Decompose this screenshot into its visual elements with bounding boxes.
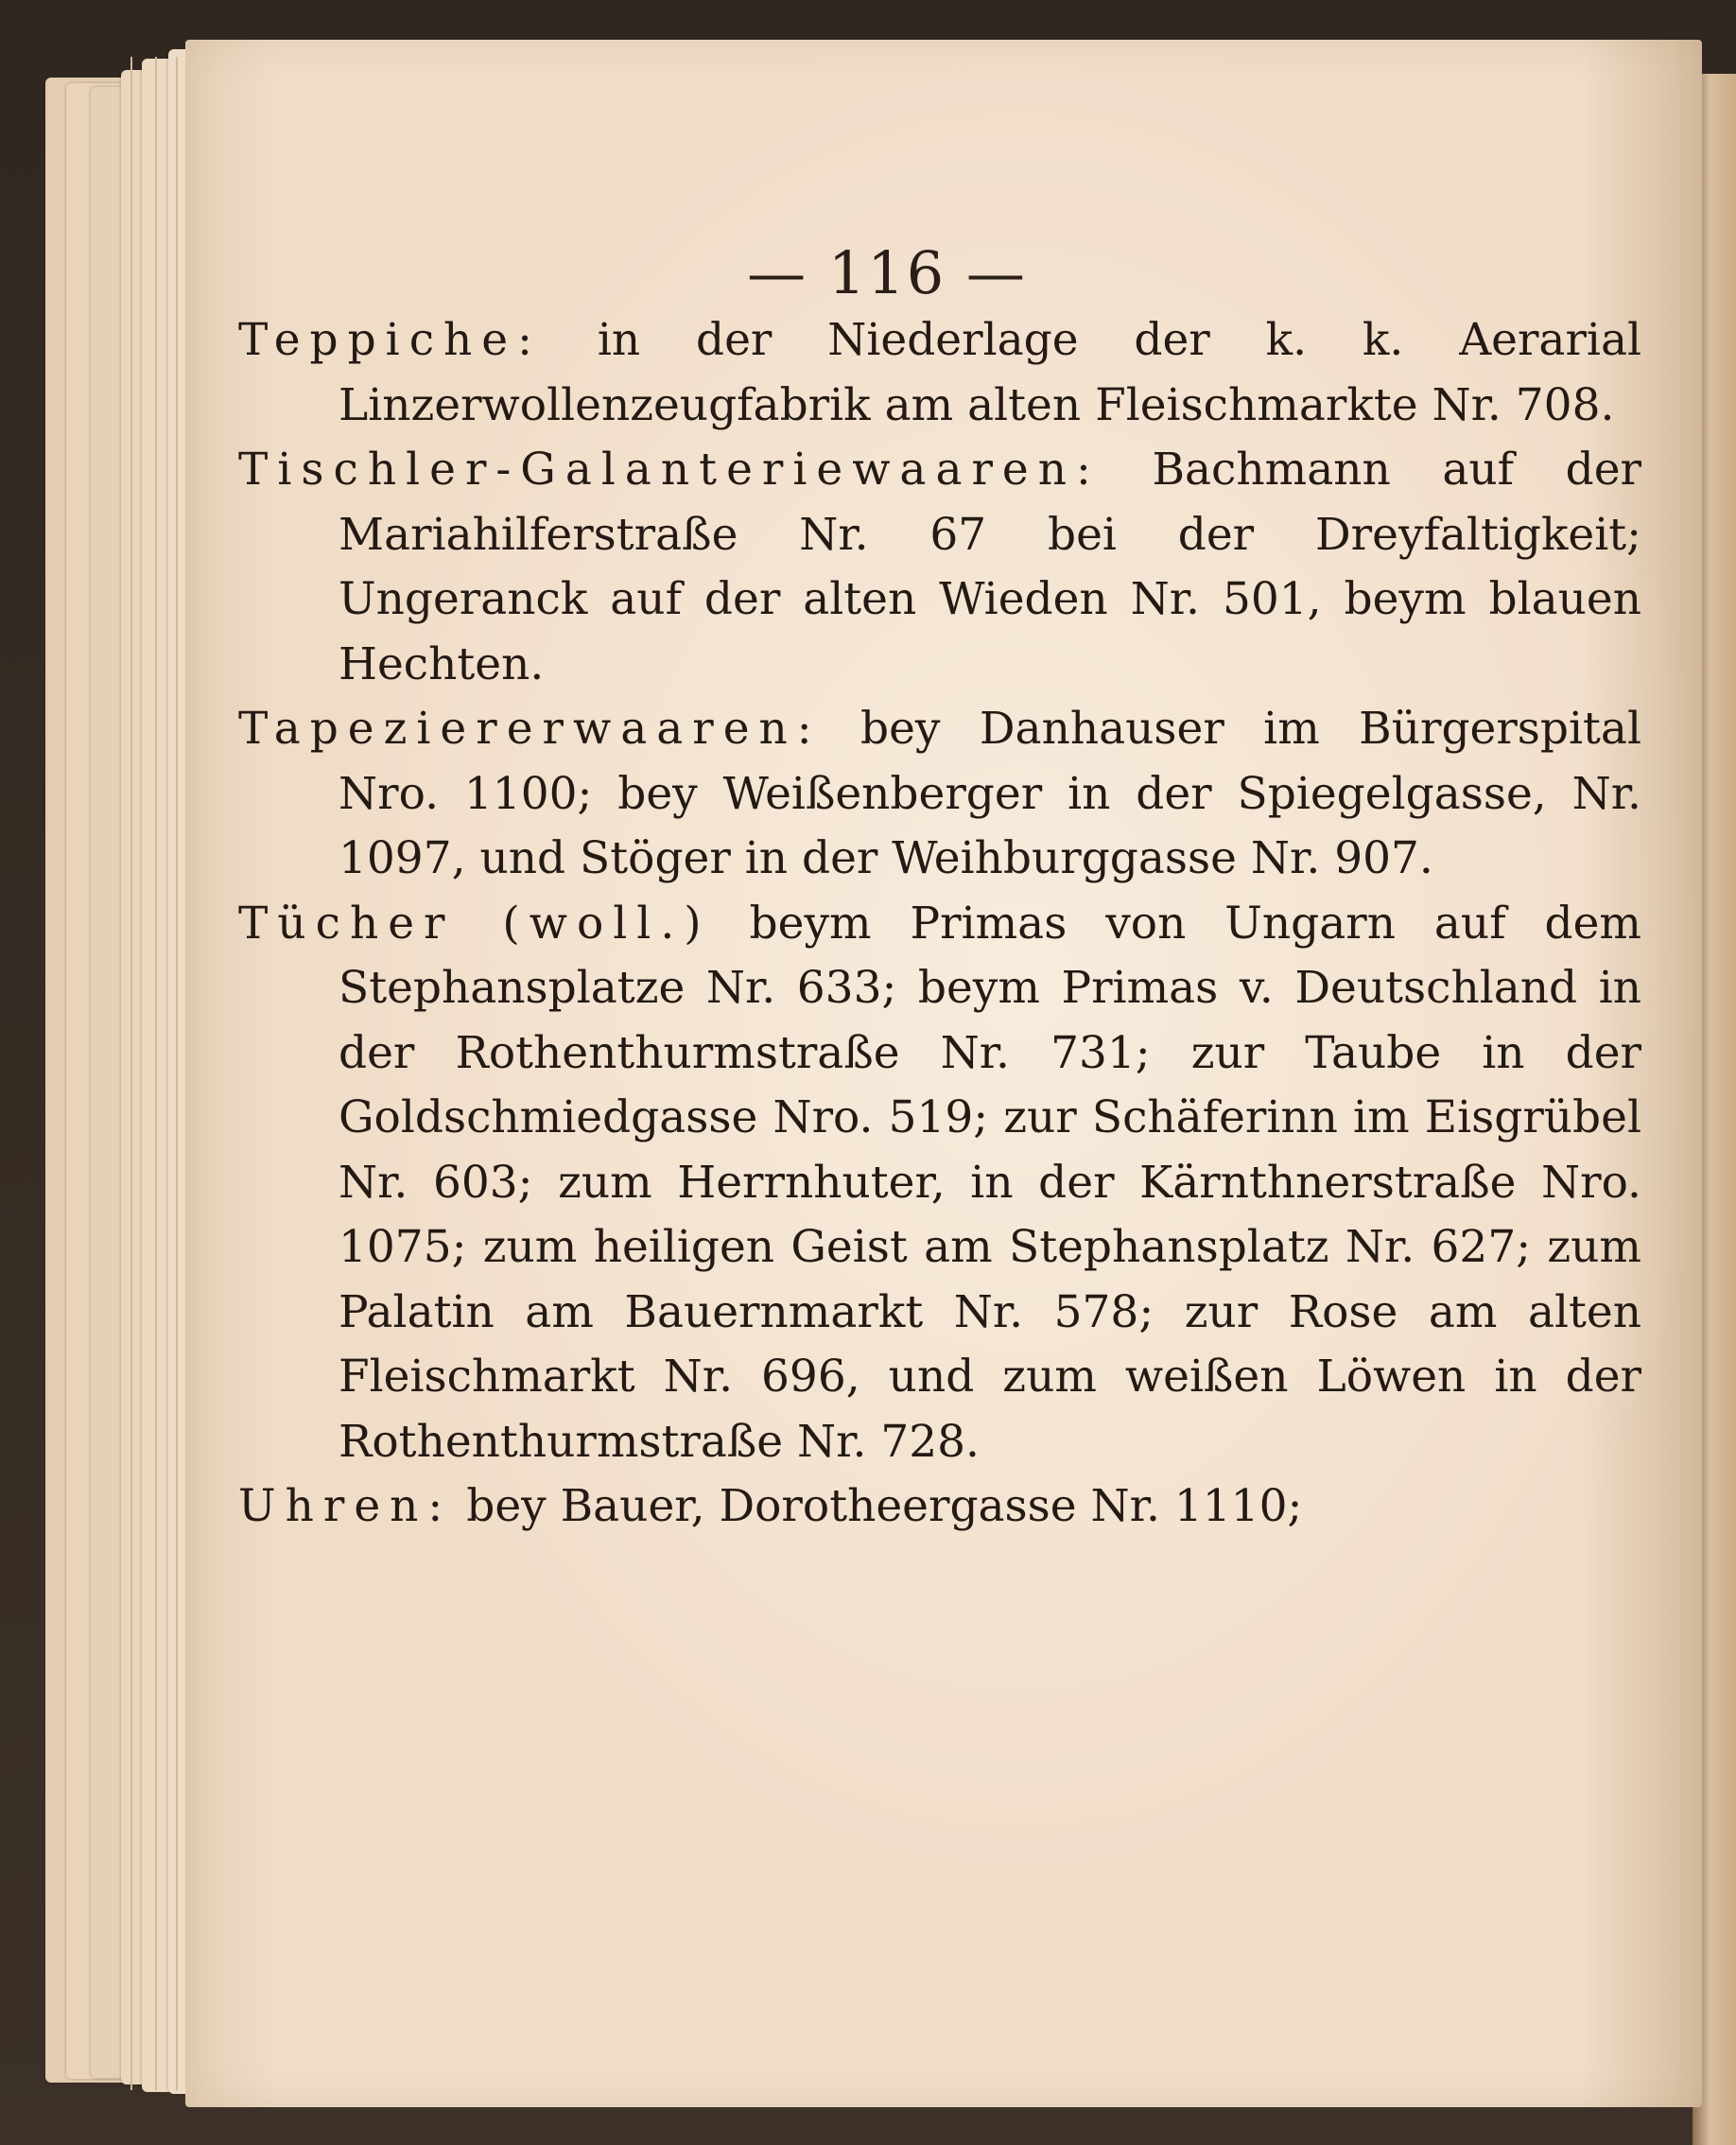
entry-uhren xyxy=(238,1474,1641,1540)
entry-tapezierer xyxy=(238,697,1641,892)
entry-term: Teppiche: xyxy=(238,314,542,366)
page-number: — 116 — xyxy=(747,238,1027,307)
page-edge-line xyxy=(155,57,157,2090)
entry-text: beym Primas von Ungarn auf dem Stephansplatze Nr. 633; beym Primas v. Deutschland in der Rothenthurmstraße Nr. 731; zur Taube in der Goldschmiedgasse Nro. 519; zur Schäferinn im Eisgrübel Nr. 603; zum Herrnhuter, in der Kärnthnerstraße Nro. 1075; zum heiligen Geist am Stephansplatz Nr. 627; zum Palatin am Bauernmarkt Nr. 578; zur Rose am alten Fleischmarkt Nr. 696, und zum weißen Löwen in der Rothenthurmstraße Nr. 728. xyxy=(339,897,1641,1468)
entry-term: Tücher (woll.) xyxy=(238,897,711,950)
entry-text: bey Danhauser im Bürgerspital Nro. 1100; bey Weißenberger in der Spiegelgasse, Nr. 1097, und Stöger in der Weihburggasse Nr. 907. xyxy=(339,703,1641,884)
entry-term: Tischler-Galanteriewaaren: xyxy=(238,444,1101,496)
entry-term: Uhren: xyxy=(238,1480,453,1532)
entry-tuecher xyxy=(238,892,1641,1475)
entry-tischler xyxy=(238,438,1641,697)
entry-term: Tapeziererwaaren: xyxy=(238,703,822,755)
entry-text: in der Niederlage der k. k. Aerarial Linzerwollenzeugfabrik am alten Fleischmarkte Nr. 708. xyxy=(339,314,1641,431)
entry-list xyxy=(238,308,1641,1540)
entry-text: Bachmann auf der Mariahilferstraße Nr. 67 bei der Dreyfaltigkeit; Ungeranck auf der alten Wieden Nr. 501, beym blauen Hechten. xyxy=(339,444,1641,690)
page-edge-line xyxy=(176,57,178,2090)
page-edge-line xyxy=(130,57,132,2090)
entry-text: bey Bauer, Dorotheergasse Nr. 1110; xyxy=(466,1480,1303,1532)
entry-teppiche xyxy=(238,308,1641,438)
